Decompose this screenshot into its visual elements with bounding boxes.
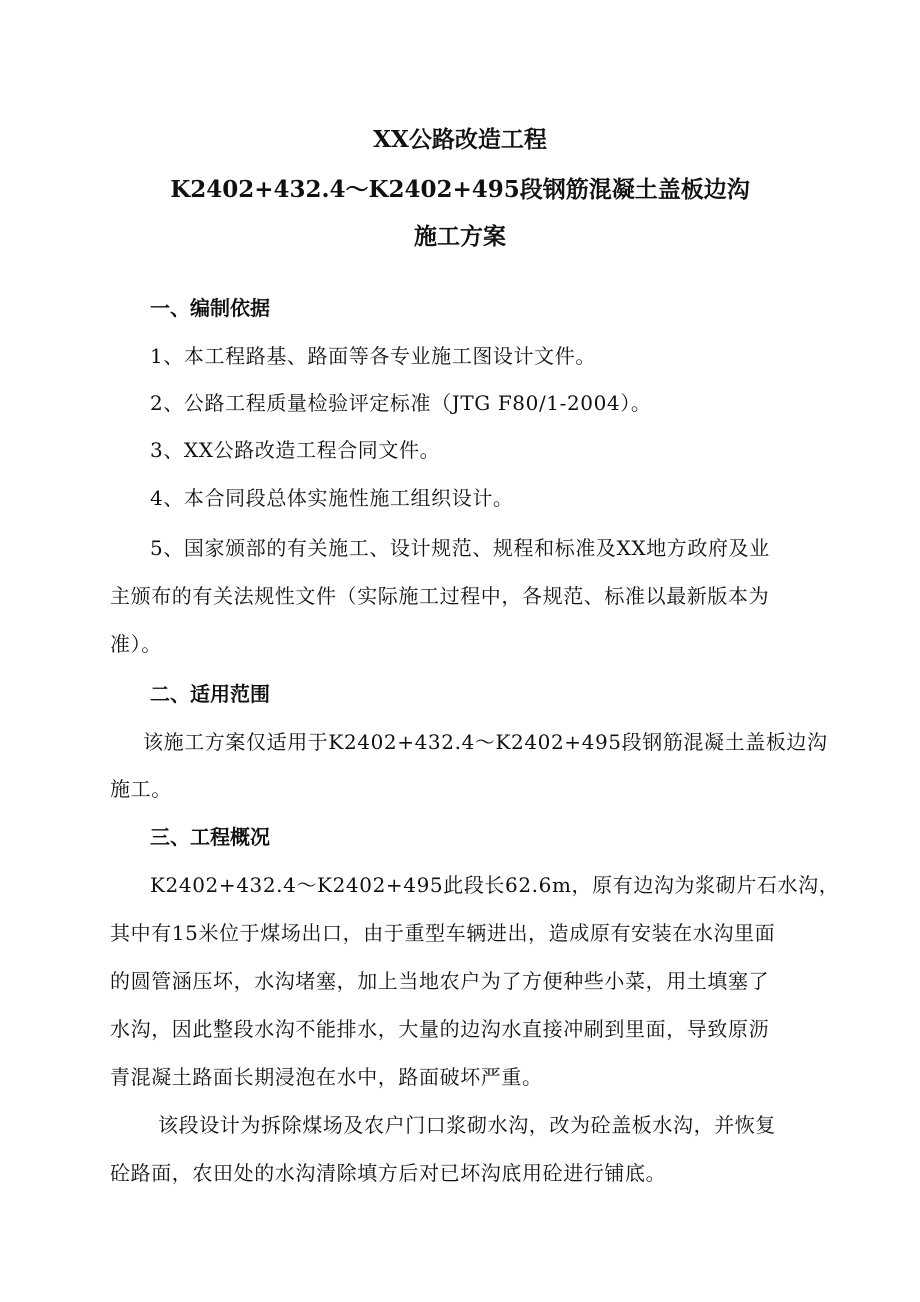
scope-paragraph-line-1: 该施工方案仅适用于K2402+432.4～K2402+495段钢筋混凝土盖板边沟 [143, 730, 828, 754]
overview-p1-line-2: 其中有15米位于煤场出口，由于重型车辆进出，造成原有安装在水沟里面 [110, 921, 776, 945]
basis-item-5-line-1: 5、国家颁部的有关施工、设计规范、规程和标准及XX地方政府及业 [150, 536, 770, 560]
section-heading-basis: 一、编制依据 [150, 296, 270, 320]
basis-item-5-line-2: 主颁布的有关法规性文件（实际施工过程中，各规范、标准以最新版本为 [110, 584, 770, 608]
basis-item-5-line-3: 准）。 [110, 632, 162, 656]
basis-item-2: 2、公路工程质量检验评定标准（JTG F80/1-2004）。 [150, 391, 652, 415]
basis-item-1: 1、本工程路基、路面等各专业施工图设计文件。 [150, 344, 596, 368]
scope-paragraph-line-2: 施工。 [110, 777, 172, 801]
section-heading-scope: 二、适用范围 [150, 682, 270, 706]
document-title-section: K2402+432.4～K2402+495段钢筋混凝土盖板边沟 [170, 176, 750, 203]
overview-p2-line-1: 该段设计为拆除煤场及农户门口浆砌水沟，改为砼盖板水沟，并恢复 [158, 1113, 776, 1137]
overview-p1-line-5: 青混凝土路面长期浸泡在水中，路面破坏严重。 [110, 1065, 543, 1089]
overview-p2-line-2: 砼路面，农田处的水沟清除填方后对已坏沟底用砼进行铺底。 [110, 1161, 667, 1185]
basis-item-3: 3、XX公路改造工程合同文件。 [150, 438, 441, 462]
overview-p1-line-4: 水沟，因此整段水沟不能排水，大量的边沟水直接冲刷到里面，导致原沥 [110, 1017, 770, 1041]
document-title-project: XX公路改造工程 [373, 126, 547, 153]
section-heading-overview: 三、工程概况 [150, 825, 270, 849]
basis-item-4: 4、本合同段总体实施性施工组织设计。 [150, 486, 514, 510]
document-title-plan: 施工方案 [414, 223, 506, 250]
overview-p1-line-3: 的圆管涵压坏，水沟堵塞，加上当地农户为了方便种些小菜，用土填塞了 [110, 969, 770, 993]
overview-p1-line-1: K2402+432.4～K2402+495此段长62.6m，原有边沟为浆砌片石水沟， [150, 873, 840, 897]
